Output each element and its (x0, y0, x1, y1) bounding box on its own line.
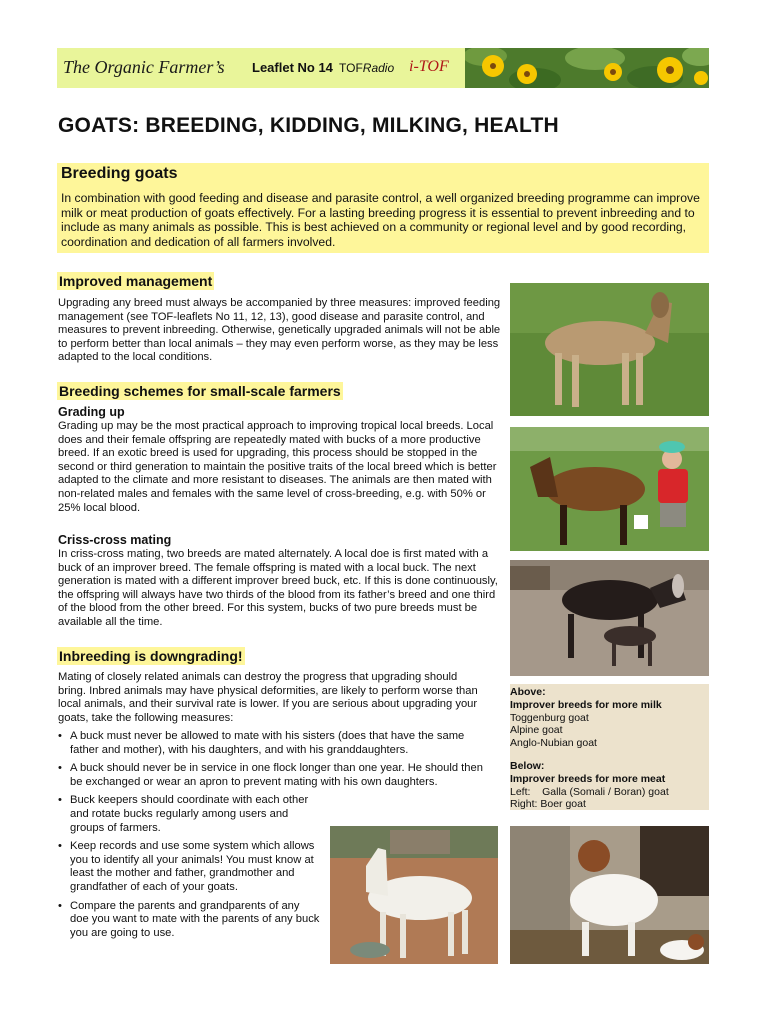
caption-above-label: Above: (510, 686, 546, 698)
photo-caption (510, 684, 709, 810)
list-item: • A buck should never be in service in one flock longer than one year. He should then be exchanged or wear an apron to prevent mating with his own daughters. (58, 762, 488, 789)
brand-name: The Organic Farmer’s (63, 57, 225, 77)
intro-section (57, 163, 709, 253)
anglo-nubian-goat-photo (510, 560, 709, 676)
improved-management-heading: Improved management (59, 273, 213, 289)
leaflet-banner (57, 48, 709, 88)
list-item: • Compare the parents and grandparents of any doe you want to mate with the parents of any buck you are going to use. (58, 900, 320, 941)
toggenburg-goat-photo (510, 283, 709, 416)
caption-item: Right: Boer goat (510, 798, 586, 811)
criss-cross-title: Criss-cross mating (58, 533, 172, 547)
itof-logo: i-TOF (409, 58, 449, 75)
breeding-schemes-heading: Breeding schemes for small-scale farmers (59, 383, 341, 399)
inbreeding-text: Mating of closely related animals can destroy the progress that upgrading should bring. Inbred animals may have physical deformities, are likely to perform worse than local animals, and their survival rate is lower. If you are serious about upgrading your goats, take the following measures: (58, 671, 478, 724)
list-item: • A buck must never be allowed to mate with his sisters (does that have the same father and mother), with his daughters, and with his granddaughters. (58, 730, 488, 757)
criss-cross-text: In criss-cross mating, two breeds are mated alternately. A local doe is first mated with a buck of an improver breed. The female offspring is mated with a local buck. The next generation is mated with a different improver breed buck, etc. If this is done continuously, the offspring will always have two thirds of the blood from its father’s breed and one third of the blood from the other breed. For this system, bucks of two pure breeds must be available all the time. (58, 548, 498, 628)
caption-item: Toggenburg goat (510, 711, 589, 724)
leaflet-number: Leaflet No 14 (252, 60, 333, 75)
caption-below-label: Below: (510, 759, 545, 772)
tof-radio-logo: TOFRadio (339, 61, 395, 75)
caption-item: Alpine goat (510, 724, 563, 737)
flowers-image (465, 48, 709, 88)
caption-below-title: Improver breeds for more meat (510, 772, 666, 785)
grading-up-title: Grading up (58, 405, 125, 419)
list-item: • Keep records and use some system which allows you to identify all your animals! You must know at least the mother and father, grandmother and grandfather of each of your goats. (58, 840, 320, 894)
intro-text: In combination with good feeding and disease and parasite control, a well organized breeding programme can improve milk or meat production of goats effectively. For a lasting breeding progress it is essential to prevent inbreeding and to include as many animals as possible. This is best achieved on a community or regional level and by good recording, coordination and dedication of all farmers involved. (61, 191, 700, 249)
grading-up-text: Grading up may be the most practical approach to improving tropical local breeds. Local does and their female offspring are repeatedly mated with bucks of a more productive breed. If an exotic breed is used for upgrading, this process should be stopped in the second or third generation to maintain the positive traits of the local breed which is better adapted to the climate and more resistant to diseases. The animals are then mated with non-related males and females with the same level of cross-breeding, e.g. with 50% or 25% local blood. (58, 420, 497, 514)
boer-goat-photo (510, 826, 709, 964)
alpine-goat-photo (510, 427, 709, 551)
page-title: GOATS: BREEDING, KIDDING, MILKING, HEALTH (58, 114, 559, 137)
galla-goat-photo (330, 826, 498, 964)
caption-item: Anglo-Nubian goat (510, 737, 597, 750)
intro-heading: Breeding goats (61, 165, 178, 182)
caption-above-title: Improver breeds for more milk (510, 698, 662, 711)
inbreeding-heading: Inbreeding is downgrading! (59, 648, 243, 664)
list-item: • Buck keepers should coordinate with each other and rotate bucks regularly among users and groups of farmers. (58, 794, 320, 835)
improved-management-text: Upgrading any breed must always be accompanied by three measures: improved feeding management (see TOF-leaflets No 11, 12, 13), good disease and parasite control, and measures to prevent inbreeding. Otherwise, genetically upgraded animals will not be able to perform better than local animals – they may even perform worse, as they may be less adapted to the local conditions. (58, 297, 501, 364)
caption-item: Left: Galla (Somali / Boran) goat (510, 785, 669, 798)
